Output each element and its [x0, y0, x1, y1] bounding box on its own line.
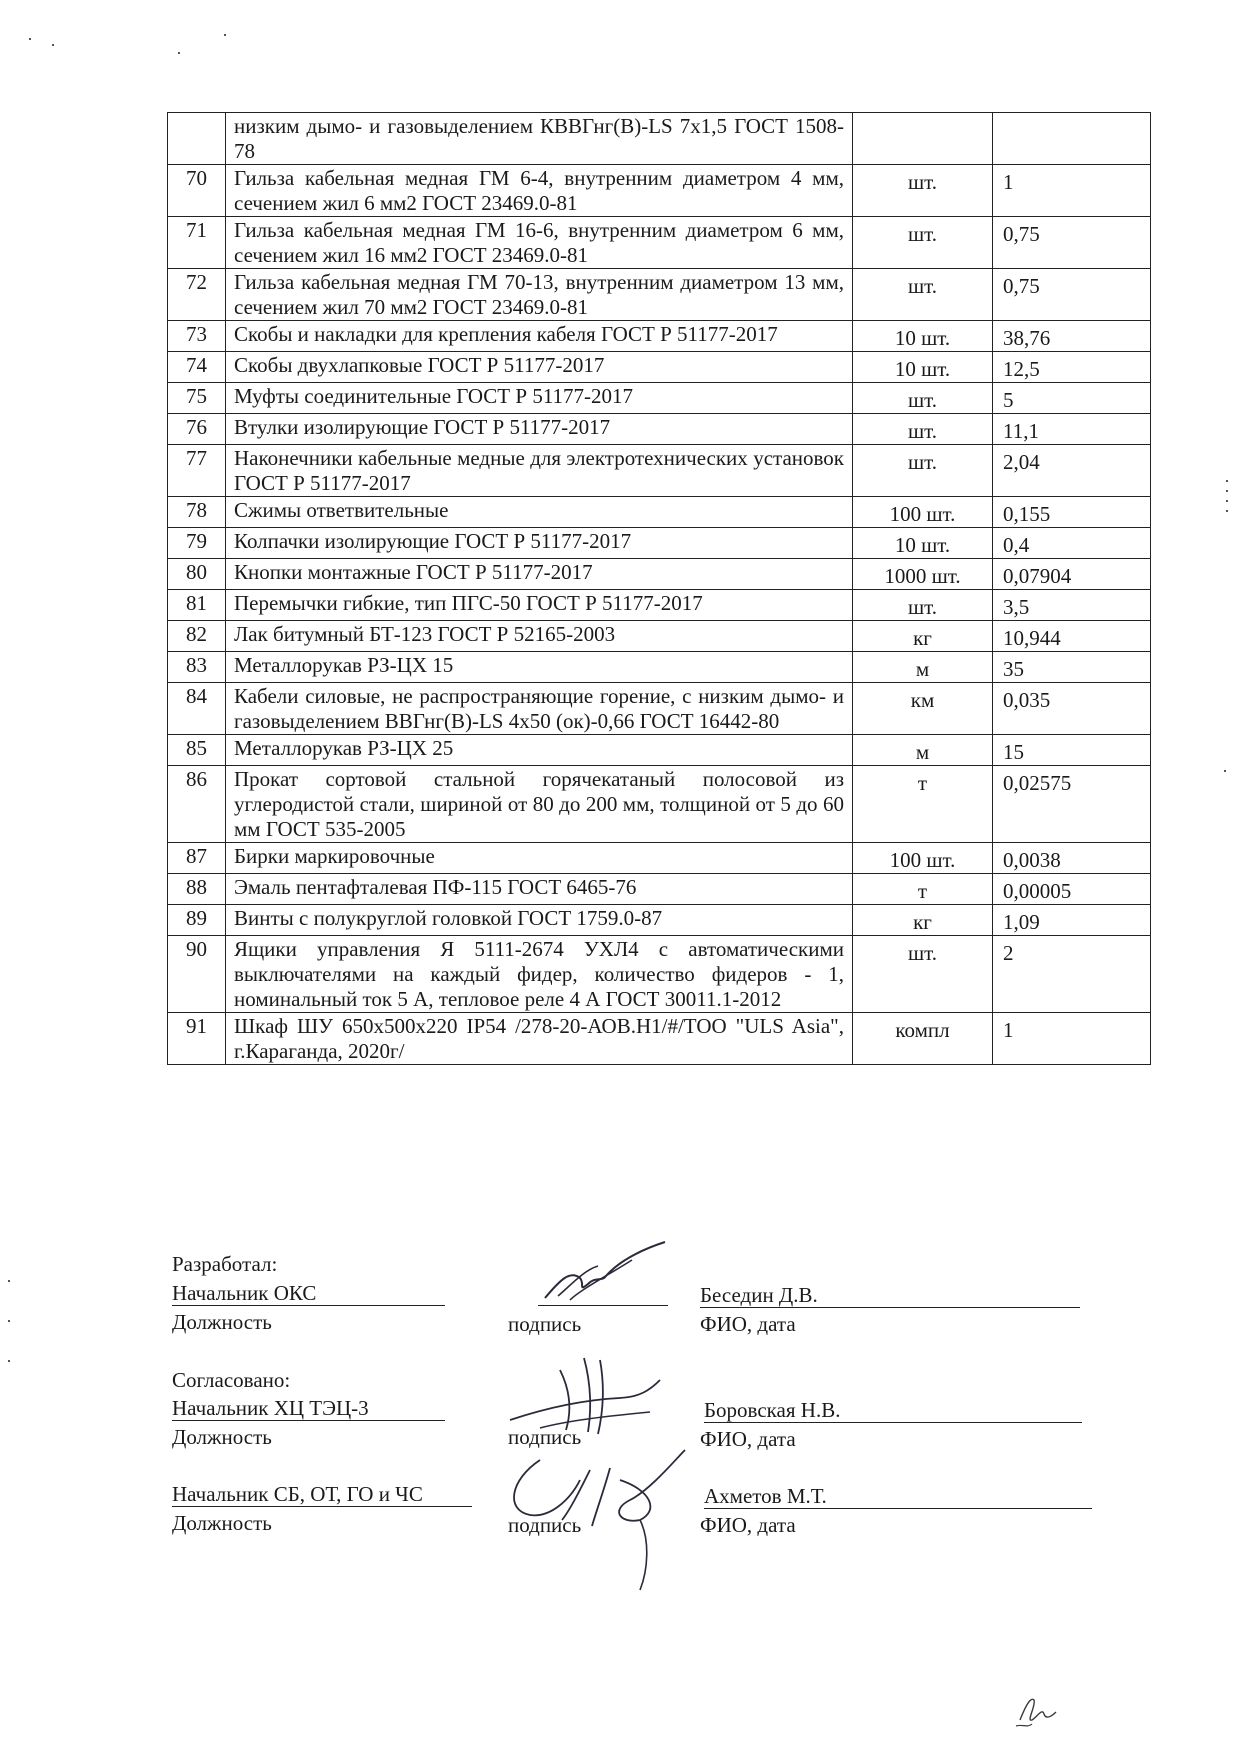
approver2-position-line	[172, 1506, 472, 1507]
row-number: 86	[168, 766, 226, 843]
item-name: Бирки маркировочные	[226, 843, 853, 874]
scan-speck	[224, 34, 226, 36]
item-unit	[853, 113, 993, 165]
approver2-position-caption: Должность	[172, 1511, 272, 1535]
item-name: Скобы двухлапковые ГОСТ Р 51177-2017	[226, 352, 853, 383]
approver1-name-line	[704, 1422, 1082, 1423]
row-number: 87	[168, 843, 226, 874]
table-row	[168, 559, 1151, 590]
table-row	[168, 445, 1151, 497]
item-quantity: 0,00005	[993, 874, 1151, 905]
developer-position: Начальник ОКС	[172, 1281, 317, 1305]
approver2-signature-caption: подпись	[508, 1513, 582, 1537]
scan-speck	[8, 1280, 10, 1282]
approver2-position: Начальник СБ, ОТ, ГО и ЧС	[172, 1482, 423, 1506]
scan-speck	[178, 52, 180, 54]
item-name: Гильза кабельная медная ГМ 6-4, внутренним диаметром 4 мм, сечением жил 6 мм2 ГОСТ 23469.0-81	[226, 165, 853, 217]
approver1-name-caption: ФИО, дата	[700, 1427, 796, 1451]
item-unit: 10 шт.	[853, 352, 993, 383]
row-number: 90	[168, 936, 226, 1013]
item-unit: кг	[853, 621, 993, 652]
row-number	[168, 113, 226, 165]
table-row	[168, 621, 1151, 652]
table-row	[168, 321, 1151, 352]
item-name: Кабели силовые, не распространяющие горение, с низким дымо- и газовыделением ВВГнг(В)-LS 4х50 (ок)-0,66 ГОСТ 16442-80	[226, 683, 853, 735]
item-unit: 10 шт.	[853, 528, 993, 559]
item-unit: шт.	[853, 445, 993, 497]
item-quantity: 0,035	[993, 683, 1151, 735]
approver1-signature-caption: подпись	[508, 1425, 582, 1449]
scan-speck	[1224, 770, 1226, 772]
row-number: 81	[168, 590, 226, 621]
item-unit: шт.	[853, 165, 993, 217]
approver2-name: Ахметов М.Т.	[704, 1484, 827, 1508]
materials-table-body	[168, 113, 1151, 1065]
item-quantity: 0,02575	[993, 766, 1151, 843]
item-quantity: 35	[993, 652, 1151, 683]
table-row	[168, 1013, 1151, 1065]
item-unit: 100 шт.	[853, 497, 993, 528]
item-name: Ящики управления Я 5111-2674 УХЛ4 с автоматическими выключателями на каждый фидер, количество фидеров - 1, номинальный ток 5 А, тепловое реле 4 А ГОСТ 30011.1-2012	[226, 936, 853, 1013]
row-number: 91	[168, 1013, 226, 1065]
table-row	[168, 843, 1151, 874]
item-name: Лак битумный БТ-123 ГОСТ Р 52165-2003	[226, 621, 853, 652]
item-quantity: 0,155	[993, 497, 1151, 528]
table-row	[168, 352, 1151, 383]
item-quantity: 2,04	[993, 445, 1151, 497]
item-unit: 1000 шт.	[853, 559, 993, 590]
item-unit: км	[853, 683, 993, 735]
table-row	[168, 165, 1151, 217]
scan-speck	[8, 1320, 10, 1322]
row-number: 77	[168, 445, 226, 497]
item-name: Металлорукав РЗ-ЦХ 15	[226, 652, 853, 683]
approver1-signature-scribble	[500, 1350, 680, 1440]
approver1-name: Боровская Н.В.	[704, 1398, 841, 1422]
row-number: 82	[168, 621, 226, 652]
row-number: 75	[168, 383, 226, 414]
item-quantity: 1	[993, 1013, 1151, 1065]
scan-speck	[29, 38, 31, 40]
item-unit: 10 шт.	[853, 321, 993, 352]
item-unit: т	[853, 766, 993, 843]
approver2-signature-scribble	[500, 1440, 690, 1600]
item-name: Винты с полукруглой головкой ГОСТ 1759.0-87	[226, 905, 853, 936]
approver2-name-caption: ФИО, дата	[700, 1513, 796, 1537]
item-unit: шт.	[853, 217, 993, 269]
item-name: Втулки изолирующие ГОСТ Р 51177-2017	[226, 414, 853, 445]
developed-label: Разработал:	[172, 1252, 278, 1276]
item-unit: кг	[853, 905, 993, 936]
scan-speck	[8, 1360, 10, 1362]
table-row	[168, 735, 1151, 766]
row-number: 74	[168, 352, 226, 383]
developer-signature-caption: подпись	[508, 1312, 582, 1336]
table-row	[168, 113, 1151, 165]
table-row	[168, 683, 1151, 735]
row-number: 73	[168, 321, 226, 352]
row-number: 85	[168, 735, 226, 766]
table-row	[168, 766, 1151, 843]
table-row	[168, 414, 1151, 445]
page-initials-scribble	[1012, 1690, 1062, 1730]
item-name: Перемычки гибкие, тип ПГС-50 ГОСТ Р 51177-2017	[226, 590, 853, 621]
item-quantity: 10,944	[993, 621, 1151, 652]
approver1-position-caption: Должность	[172, 1425, 272, 1449]
item-name: Гильза кабельная медная ГМ 16-6, внутренним диаметром 6 мм, сечением жил 16 мм2 ГОСТ 23469.0-81	[226, 217, 853, 269]
scan-speck	[1226, 510, 1228, 512]
item-unit: шт.	[853, 590, 993, 621]
approver2-name-line	[704, 1508, 1092, 1509]
row-number: 89	[168, 905, 226, 936]
row-number: 83	[168, 652, 226, 683]
item-name: Сжимы ответвительные	[226, 497, 853, 528]
item-quantity: 11,1	[993, 414, 1151, 445]
approver1-position: Начальник ХЦ ТЭЦ-3	[172, 1396, 369, 1420]
item-unit: шт.	[853, 383, 993, 414]
table-row	[168, 652, 1151, 683]
item-name: Колпачки изолирующие ГОСТ Р 51177-2017	[226, 528, 853, 559]
table-row	[168, 874, 1151, 905]
item-name: Муфты соединительные ГОСТ Р 51177-2017	[226, 383, 853, 414]
item-quantity: 0,0038	[993, 843, 1151, 874]
developer-name: Беседин Д.В.	[700, 1283, 818, 1307]
item-quantity: 0,75	[993, 269, 1151, 321]
item-unit: м	[853, 652, 993, 683]
item-name: Гильза кабельная медная ГМ 70-13, внутренним диаметром 13 мм, сечением жил 70 мм2 ГОСТ 23469.0-81	[226, 269, 853, 321]
item-unit: шт.	[853, 936, 993, 1013]
item-quantity: 5	[993, 383, 1151, 414]
row-number: 79	[168, 528, 226, 559]
item-unit: т	[853, 874, 993, 905]
item-quantity: 1,09	[993, 905, 1151, 936]
scan-speck	[52, 44, 54, 46]
item-name: Эмаль пентафталевая ПФ-115 ГОСТ 6465-76	[226, 874, 853, 905]
row-number: 88	[168, 874, 226, 905]
row-number: 80	[168, 559, 226, 590]
table-row	[168, 383, 1151, 414]
scan-speck	[1226, 490, 1228, 492]
table-row	[168, 497, 1151, 528]
table-row	[168, 269, 1151, 321]
row-number: 70	[168, 165, 226, 217]
table-row	[168, 590, 1151, 621]
developer-signature-scribble	[540, 1240, 670, 1310]
row-number: 84	[168, 683, 226, 735]
item-unit: компл	[853, 1013, 993, 1065]
item-quantity: 38,76	[993, 321, 1151, 352]
item-quantity: 12,5	[993, 352, 1151, 383]
item-quantity: 0,07904	[993, 559, 1151, 590]
row-number: 72	[168, 269, 226, 321]
developer-name-line	[700, 1307, 1080, 1308]
table-row	[168, 936, 1151, 1013]
item-name: Кнопки монтажные ГОСТ Р 51177-2017	[226, 559, 853, 590]
row-number: 78	[168, 497, 226, 528]
developer-name-caption: ФИО, дата	[700, 1312, 796, 1336]
item-name: Прокат сортовой стальной горячекатаный полосовой из углеродистой стали, шириной от 80 до 200 мм, толщиной от 5 до 60 мм ГОСТ 535-2005	[226, 766, 853, 843]
developer-position-line	[172, 1305, 445, 1306]
scan-speck	[1226, 500, 1228, 502]
item-unit: шт.	[853, 269, 993, 321]
developer-position-caption: Должность	[172, 1310, 272, 1334]
table-row	[168, 217, 1151, 269]
table-row	[168, 528, 1151, 559]
item-name: Скобы и накладки для крепления кабеля ГОСТ Р 51177-2017	[226, 321, 853, 352]
item-name: низким дымо- и газовыделением КВВГнг(В)-LS 7х1,5 ГОСТ 1508-78	[226, 113, 853, 165]
item-quantity: 1	[993, 165, 1151, 217]
item-unit: м	[853, 735, 993, 766]
item-quantity: 0,4	[993, 528, 1151, 559]
item-unit: шт.	[853, 414, 993, 445]
item-quantity: 2	[993, 936, 1151, 1013]
item-quantity: 15	[993, 735, 1151, 766]
item-name: Наконечники кабельные медные для электротехнических установок ГОСТ Р 51177-2017	[226, 445, 853, 497]
row-number: 71	[168, 217, 226, 269]
item-unit: 100 шт.	[853, 843, 993, 874]
table-row	[168, 905, 1151, 936]
scan-speck	[1226, 480, 1228, 482]
item-quantity	[993, 113, 1151, 165]
row-number: 76	[168, 414, 226, 445]
item-quantity: 3,5	[993, 590, 1151, 621]
item-quantity: 0,75	[993, 217, 1151, 269]
approver1-position-line	[172, 1420, 445, 1421]
materials-table	[167, 112, 1151, 1065]
item-name: Металлорукав РЗ-ЦХ 25	[226, 735, 853, 766]
item-name: Шкаф ШУ 650х500х220 IP54 /278-20-АОВ.Н1/#/ТОО "ULS Asia", г.Караганда, 2020г/	[226, 1013, 853, 1065]
agreed-label: Согласовано:	[172, 1368, 291, 1392]
